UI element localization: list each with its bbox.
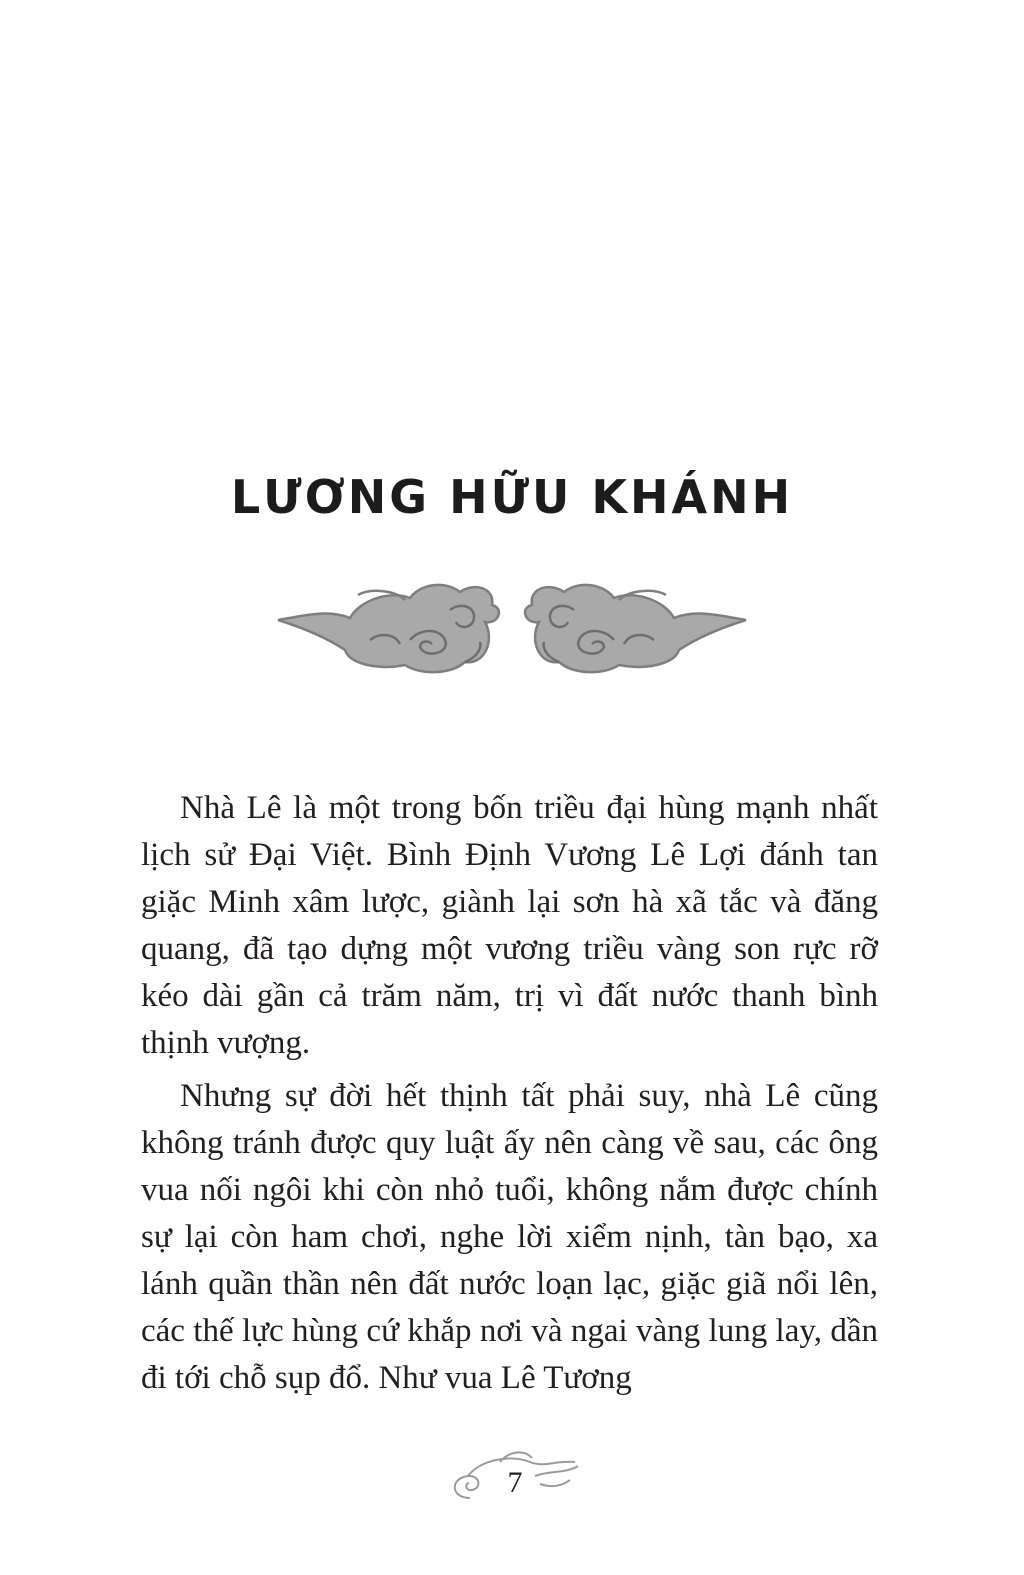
left-cloud-icon <box>278 585 499 672</box>
page-footer <box>440 1440 590 1510</box>
page-number: 7 <box>507 1466 523 1499</box>
right-cloud-icon <box>525 585 746 672</box>
body-text <box>141 785 878 1408</box>
cloud-ornament-icon <box>270 570 754 685</box>
chapter-title: LƯƠNG HỮU KHÁNH <box>230 470 794 524</box>
paragraph-1: Nhà Lê là một trong bốn triều đại hùng mạnh nhất lịch sử Đại Việt. Bình Định Vương Lê Lợi đánh tan giặc Minh xâm lược, giành lại sơn hà xã tắc và đăng quang, đã tạo dựng một vương triều vàng son rực rỡ kéo dài gần cả trăm năm, trị vì đất nước thanh bình thịnh vượng. <box>141 790 878 1061</box>
paragraph-2: Nhưng sự đời hết thịnh tất phải suy, nhà Lê cũng không tránh được quy luật ấy nên càng về sau, các ông vua nối ngôi khi còn nhỏ tuổi, không nắm được chính sự lại còn ham chơi, nghe lời xiểm nịnh, tàn bạo, xa lánh quần thần nên đất nước loạn lạc, giặc giã nổi lên, các thế lực hùng cứ khắp nơi và ngai vàng lung lay, dần đi tới chỗ sụp đổ. Như vua Lê Tương <box>141 1078 878 1396</box>
